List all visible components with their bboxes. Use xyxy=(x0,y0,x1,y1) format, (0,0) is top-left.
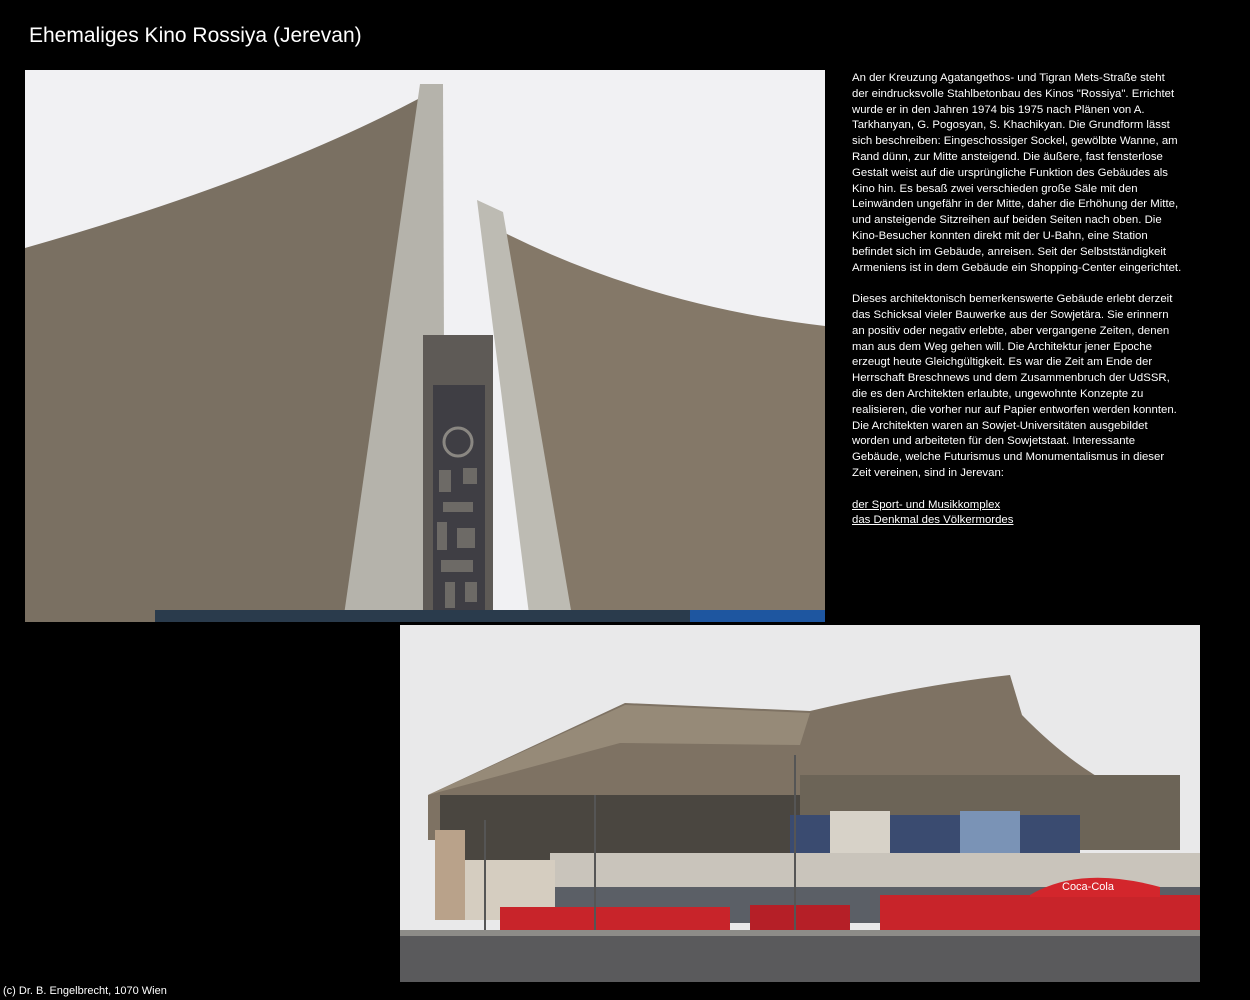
copyright-credit: (c) Dr. B. Engelbrecht, 1070 Wien xyxy=(3,985,167,997)
building-closeup-photo xyxy=(25,70,825,622)
page-title: Ehemaliges Kino Rossiya (Jerevan) xyxy=(29,24,362,47)
description-paragraph-1: An der Kreuzung Agatangethos- und Tigran Mets-Straße steht der eindrucksvolle Stahlbetonbau des Kinos "Rossiya". Errichtet wurde er in den Jahren 1974 bis 1975 nach Plänen von A. Tarkhanyan, G. Pogosyan, S. Khachikyan. Die Grundform lässt sich beschreiben: Eingeschossiger Sockel, gewölbte Wanne, am Rand dünn, zur Mitte ansteigend. Die äußere, fast fensterlose Gestalt weist auf die ursprüngliche Funktion des Gebäudes als Kino hin. Es besaß zwei verschieden große Säle mit den Leinwänden ungefähr in der Mitte, daher die Erhöhung der Mitte, und ansteigende Sitzreihen auf beiden Seiten nach oben. Die Kino-Besucher konnten direkt mit der U-Bahn, eine Station befindet sich im Gebäude, anreisen. Seit der Selbstständigkeit Armeniens ist in dem Gebäude ein Shopping-Center eingerichtet. xyxy=(852,72,1182,274)
description-text xyxy=(852,71,1182,529)
building-street-photo xyxy=(400,625,1200,982)
coca-cola-sign: Coca-Cola xyxy=(1062,881,1114,893)
link-sport-music-complex[interactable]: der Sport- und Musikkomplex xyxy=(852,498,1001,511)
building-closeup-illustration xyxy=(25,70,825,622)
description-paragraph-2: Dieses architektonisch bemerkenswerte Gebäude erlebt derzeit das Schicksal vieler Bauwerke aus der Sowjetära. Sie erinnern an positiv oder negativ erlebte, aber vergangene Zeiten, denen man aus dem Weg gehen will. Die Architektur jener Epoche erzeugt heute Gleichgültigkeit. Es war die Zeit am Ende der Herrschaft Breschnews und dem Zusammenbruch der UdSSR, die es den Architekten erlaubte, ungewohnte Konzepte zu realisieren, die vorher nur auf Papier entworfen werden konnten. Die Architekten waren an Sowjet-Universitäten ausgebildet worden und arbeiteten für den Sowjetstaat. Interessante Gebäude, welche Futurismus und Monumentalismus in dieser Zeit vereinen, sind in Jerevan: xyxy=(852,293,1177,479)
link-genocide-memorial[interactable]: das Denkmal des Völkermordes xyxy=(852,514,1014,527)
building-street-illustration xyxy=(400,625,1200,982)
